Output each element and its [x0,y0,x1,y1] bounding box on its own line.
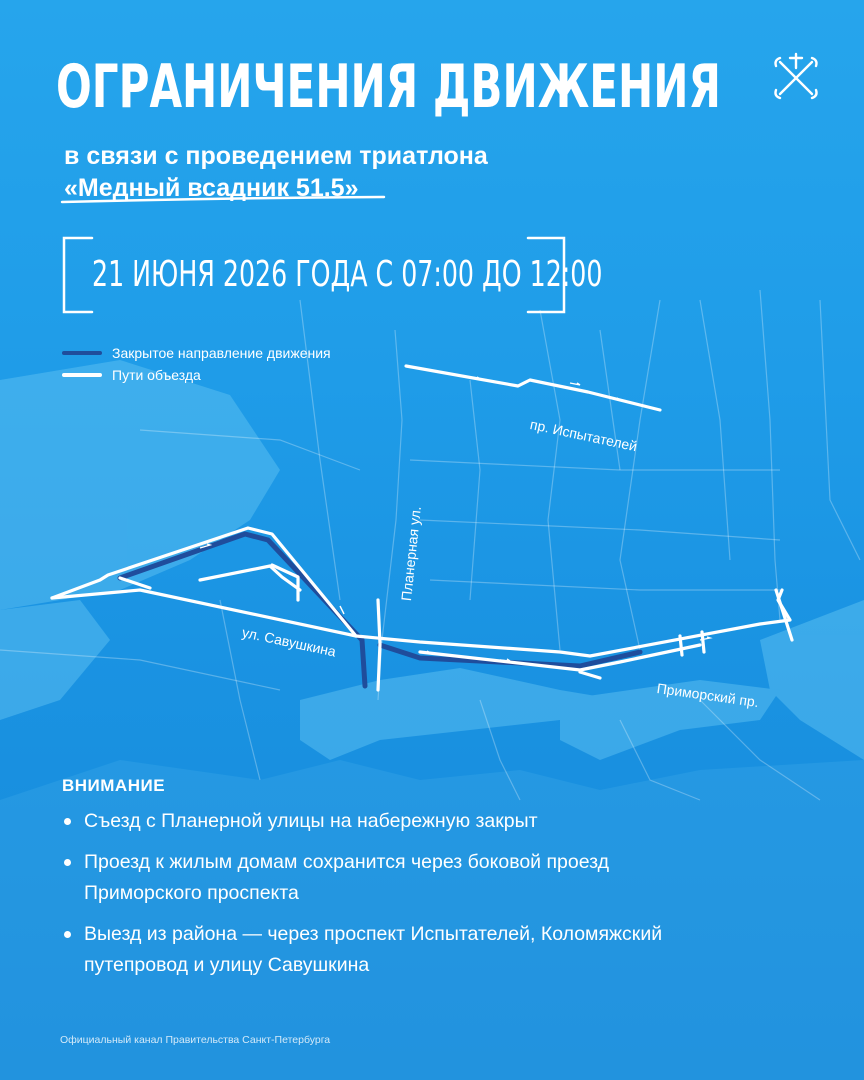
attention-item: Выезд из района — через проспект Испытателей, Коломяжский путепровод и улицу Савушкина [62,919,704,981]
detour-route-swatch [62,373,102,377]
legend-closed [62,342,331,364]
subtitle-line-2: «Медный всадник 51.5» [64,174,359,202]
label-planernaya: Планерная ул. [398,505,424,602]
label-savushkina: ул. Савушкина [240,624,338,660]
closed-route-swatch [62,351,102,355]
attention-item: Проезд к жилым домам сохранится через боковой проезд Приморского проспекта [62,847,704,909]
subtitle-line-1: в связи с проведением триатлона [64,142,488,170]
subtitle [64,140,488,204]
attention-item: Съезд с Планерной улицы на набережную закрыт [62,806,704,837]
legend-detour-label: Пути объезда [112,367,201,383]
page-title: ОГРАНИЧЕНИЯ ДВИЖЕНИЯ [56,52,721,122]
legend-closed-label: Закрытое направление движения [112,345,331,361]
legend-detour [62,364,331,386]
label-ispytateley: пр. Испытателей [528,416,639,455]
label-primorsky: Приморский пр. [655,680,760,711]
spb-emblem-icon [770,52,822,102]
date-banner: 21 ИЮНЯ 2026 ГОДА С 07:00 ДО 12:00 [92,254,603,295]
attention-heading: ВНИМАНИЕ [62,776,166,795]
attention-list [62,806,704,991]
map-legend [62,342,331,386]
footer-credit: Официальный канал Правительства Санкт-Петербурга [60,1034,331,1046]
